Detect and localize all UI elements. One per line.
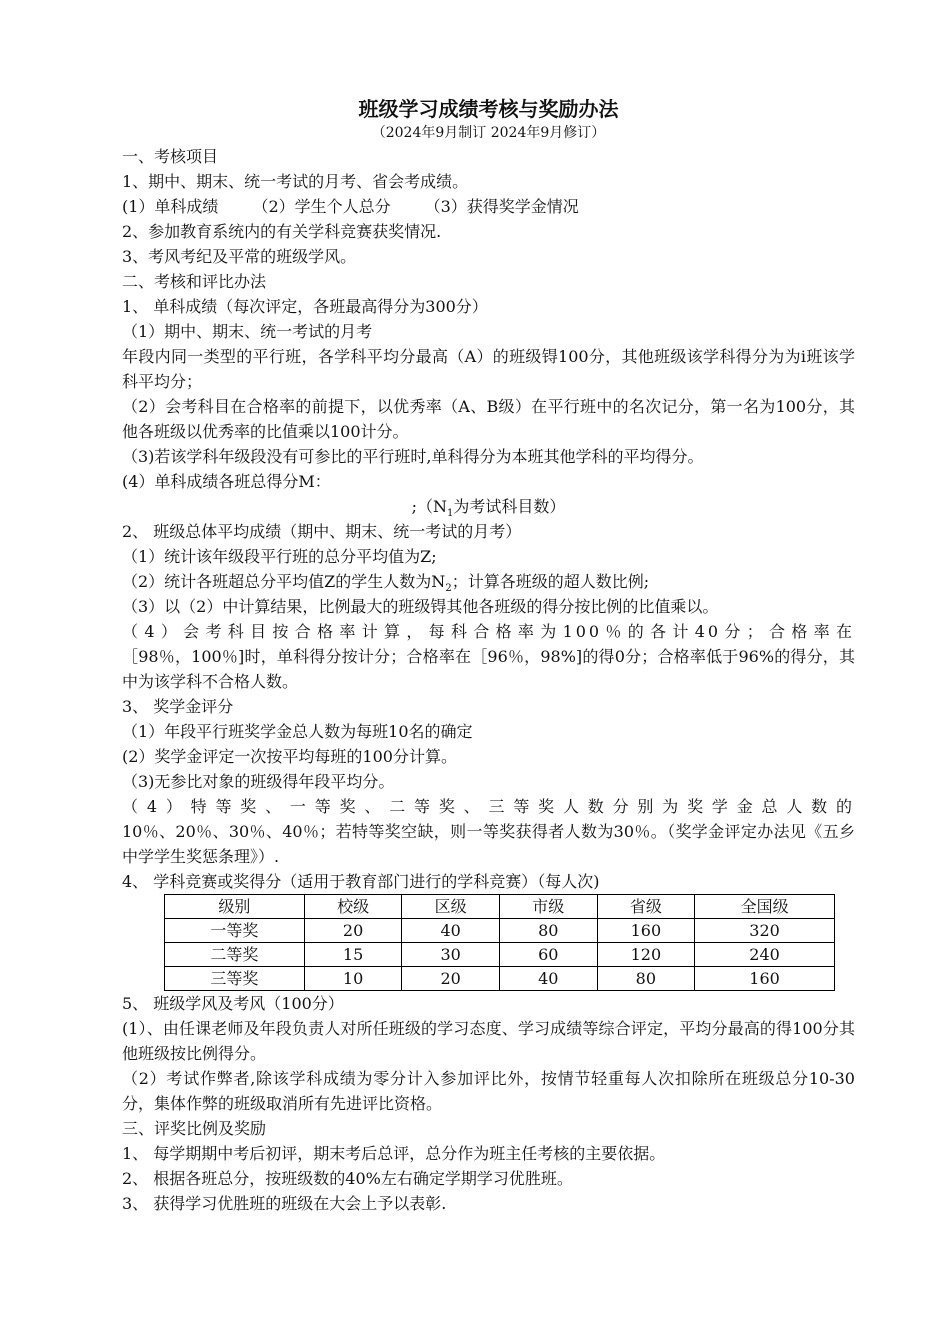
table-header-row (165, 895, 835, 919)
section-1-heading: 一、考核项目 (122, 147, 219, 166)
section-1-item-3: 3、考风考纪及平常的班级学风。 (122, 247, 357, 266)
document-title: 班级学习成绩考核与奖励办法 (358, 97, 619, 121)
rule-5-1: (1）、由任课老师及年段负责人对所任班级的学习态度、学习成绩等综合评定，平均分最高的得100分其他班级按比例得分。 (122, 1019, 855, 1063)
option-student-total: （2）学生个人总分 (252, 197, 391, 216)
rule-3-1: （1）年段平行班奖学金总人数为每班10名的确定 (122, 722, 473, 741)
section-1-item-2: 2、参加教育系统内的有关学科竞赛获奖情况. (122, 222, 442, 241)
rule-5-2: （2）考试作弊者,除该学科成绩为零分计入参加评比外，按情节轻重每人次扣除所在班级总分10-30分，集体作弊的班级取消所有先进评比资格。 (122, 1069, 855, 1113)
formula-note (122, 494, 855, 519)
rule-3-4-line-1: （4）特等奖、一等奖、二等奖、三等奖人数分别为奖学金总人数的 (122, 797, 855, 816)
table-cell: 20 (402, 967, 500, 991)
table-header-cell: 校级 (304, 895, 402, 919)
table-header-cell: 省级 (597, 895, 695, 919)
rule-2-3: （3）以（2）中计算结果，比例最大的班级锝其他各班级的得分按比例的比值乘以。 (122, 597, 719, 616)
rule-2-4-line-2: ［98％，100％]时，单科得分按计分；合格率在［96％，98%]的得0分；合格率低于96%的得分，其中为该学科不合格人数。 (122, 647, 855, 691)
table-cell: 40 (402, 919, 500, 943)
table-cell: 二等奖 (165, 943, 305, 967)
table-cell: 160 (695, 967, 835, 991)
option-single-subject: (1）单科成绩 (122, 197, 219, 216)
table-cell: 20 (304, 919, 402, 943)
section-2-heading: 二、考核和评比办法 (122, 272, 267, 291)
table-cell: 80 (499, 919, 597, 943)
rule-3-title: 3、 奖学金评分 (122, 697, 234, 716)
rule-2-2-post: ；计算各班级的超人数比例; (451, 572, 650, 591)
section-3-item-1: 1、 每学期期中考后初评，期末考后总评，总分作为班主任考核的主要依据。 (122, 1144, 666, 1163)
rule-2-2-sub: 2 (445, 583, 452, 595)
rule-3-2: (2）奖学金评定一次按平均每班的100分计算。 (122, 747, 457, 766)
table-row (165, 943, 835, 967)
rule-1-1: （1）期中、期末、统一考试的月考 (122, 322, 373, 341)
table-cell: 三等奖 (165, 967, 305, 991)
rule-1-2: （2）会考科目在合格率的前提下，以优秀率（A、B级）在平行班中的名次记分，第一名为100分，其他各班级以优秀率的比值乘以100计分。 (122, 397, 855, 441)
table-header-cell: 全国级 (695, 895, 835, 919)
rule-1-title: 1、 单科成绩（每次评定，各班最高得分为300分） (122, 297, 488, 316)
table-header-cell: 区级 (402, 895, 500, 919)
table-header-cell: 级别 (165, 895, 305, 919)
table-cell: 80 (597, 967, 695, 991)
rule-1-4: (4）单科成绩各班总得分M： (122, 472, 331, 491)
table-cell: 160 (597, 919, 695, 943)
rule-2-title: 2、 班级总体平均成绩（期中、期末、统一考试的月考） (122, 522, 522, 541)
section-3-item-3: 3、 获得学习优胜班的班级在大会上予以表彰. (122, 1194, 447, 1213)
document-subtitle: （2024年9月制订 2024年9月修订） (371, 125, 606, 141)
table-row (165, 967, 835, 991)
formula-sub: 1 (447, 508, 454, 520)
rule-1-1-text: 年段内同一类型的平行班，各学科平均分最高（A）的班级锝100分，其他班级该学科得分为为i班该学科平均分； (122, 347, 855, 391)
award-points-table (164, 894, 835, 991)
rule-2-1: （1）统计该年级段平行班的总分平均值为Z; (122, 547, 437, 566)
table-cell: 15 (304, 943, 402, 967)
rule-1-3: （3)若该学科年级段没有可参比的平行班时,单科得分为本班其他学科的平均得分。 (122, 447, 704, 466)
table-cell: 120 (597, 943, 695, 967)
section-1-options (122, 194, 855, 219)
document-page (122, 96, 855, 1216)
section-3-heading: 三、评奖比例及奖励 (122, 1119, 267, 1138)
rule-2-2-pre: （2）统计各班超总分平均值Z的学生人数为N (122, 572, 446, 591)
option-scholarship: （3）获得奖学金情况 (424, 197, 579, 216)
table-cell: 一等奖 (165, 919, 305, 943)
formula-pre: ;（N (411, 497, 447, 516)
rule-3-4-line-2: 10％、20％、30％、40％；若特等奖空缺，则一等奖获得者人数为30％。（奖学金评定办法见《五乡中学学生奖惩条理》）. (122, 822, 855, 866)
table-cell: 60 (499, 943, 597, 967)
rule-2-2 (122, 569, 855, 594)
rule-5-title: 5、 班级学风及考风（100分） (122, 994, 344, 1013)
table-cell: 30 (402, 943, 500, 967)
table-header-cell: 市级 (499, 895, 597, 919)
table-cell: 40 (499, 967, 597, 991)
table-cell: 320 (695, 919, 835, 943)
rule-3-3: （3)无参比对象的班级得年段平均分。 (122, 772, 395, 791)
section-1-item-1: 1、期中、期末、统一考试的月考、省会考成绩。 (122, 172, 469, 191)
rule-4-title: 4、 学科竞赛或奖得分（适用于教育部门进行的学科竞赛）（每人次) (122, 872, 600, 891)
table-cell: 10 (304, 967, 402, 991)
section-3-item-2: 2、 根据各班总分，按班级数的40%左右确定学期学习优胜班。 (122, 1169, 573, 1188)
table-row (165, 919, 835, 943)
formula-post: 为考试科目数） (453, 497, 566, 516)
rule-2-4-line-1: （4）会考科目按合格率计算，每科合格率为100％的各计40分；合格率在 (122, 622, 855, 641)
table-cell: 240 (695, 943, 835, 967)
